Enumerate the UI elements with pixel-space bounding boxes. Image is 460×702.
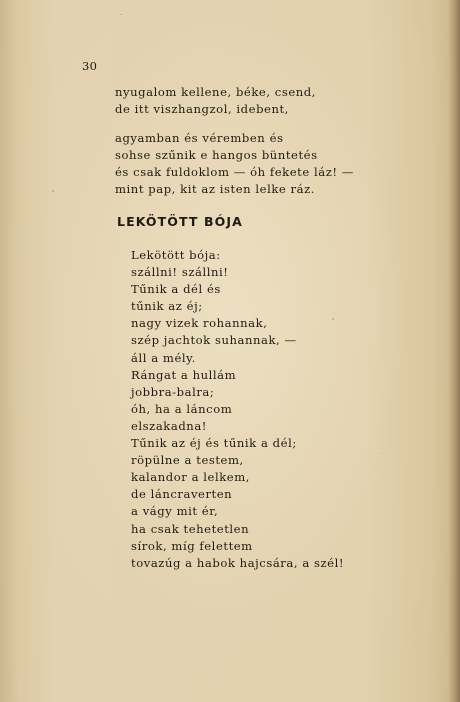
poem-line: röpülne a testem, [131,453,244,468]
poem-line: nagy vizek rohannak, [131,316,268,331]
poem-line: tűnik az éj; [131,299,203,314]
stanza-2 [115,130,354,198]
poem-line: Tűnik az éj és tűnik a dél; [131,436,297,451]
paper-speck [381,453,382,454]
verse-line: sohse szűnik e hangos büntetés [115,148,318,162]
poem-line: kalandor a lelkem, [131,470,250,485]
poem-line: jobbra-balra; [131,384,215,399]
poem-line: de láncraverten [131,487,233,502]
poem-line: tovazúg a habok hajcsára, a szél! [131,555,345,570]
stanza-1 [115,84,316,118]
verse-line: de itt viszhangzol, idebent, [115,102,289,116]
poem-line: óh, ha a láncom [131,401,233,416]
poem-line: áll a mély. [131,350,196,365]
verse-line: agyamban és véremben és [115,131,284,145]
verse-line: nyugalom kellene, béke, csend, [115,85,316,99]
poem-line: ha csak tehetetlen [131,521,250,536]
poem-line: szép jachtok suhannak, — [131,333,297,348]
paper-speck [120,14,122,15]
verse-line: és csak fuldoklom — óh fekete láz! — [115,165,354,179]
poem-line: Lekötött bója: [131,248,221,262]
poem-body [131,247,344,572]
page-number: 30 [82,59,98,73]
page-edge-shadow [448,0,460,702]
poem-line: Rángat a hullám [131,367,237,382]
paper-speck [52,190,54,192]
poem-line: szállni! szállni! [131,265,229,280]
poem-line: a vágy mit ér, [131,504,219,519]
poem-title: LEKÖTÖTT BÓJA [117,214,243,229]
verse-line: mint pap, kit az isten lelke ráz. [115,182,315,196]
poem-line: sírok, míg felettem [131,538,253,553]
poem-line: Tűnik a dél és [131,282,221,297]
poem-line: elszakadna! [131,418,207,433]
